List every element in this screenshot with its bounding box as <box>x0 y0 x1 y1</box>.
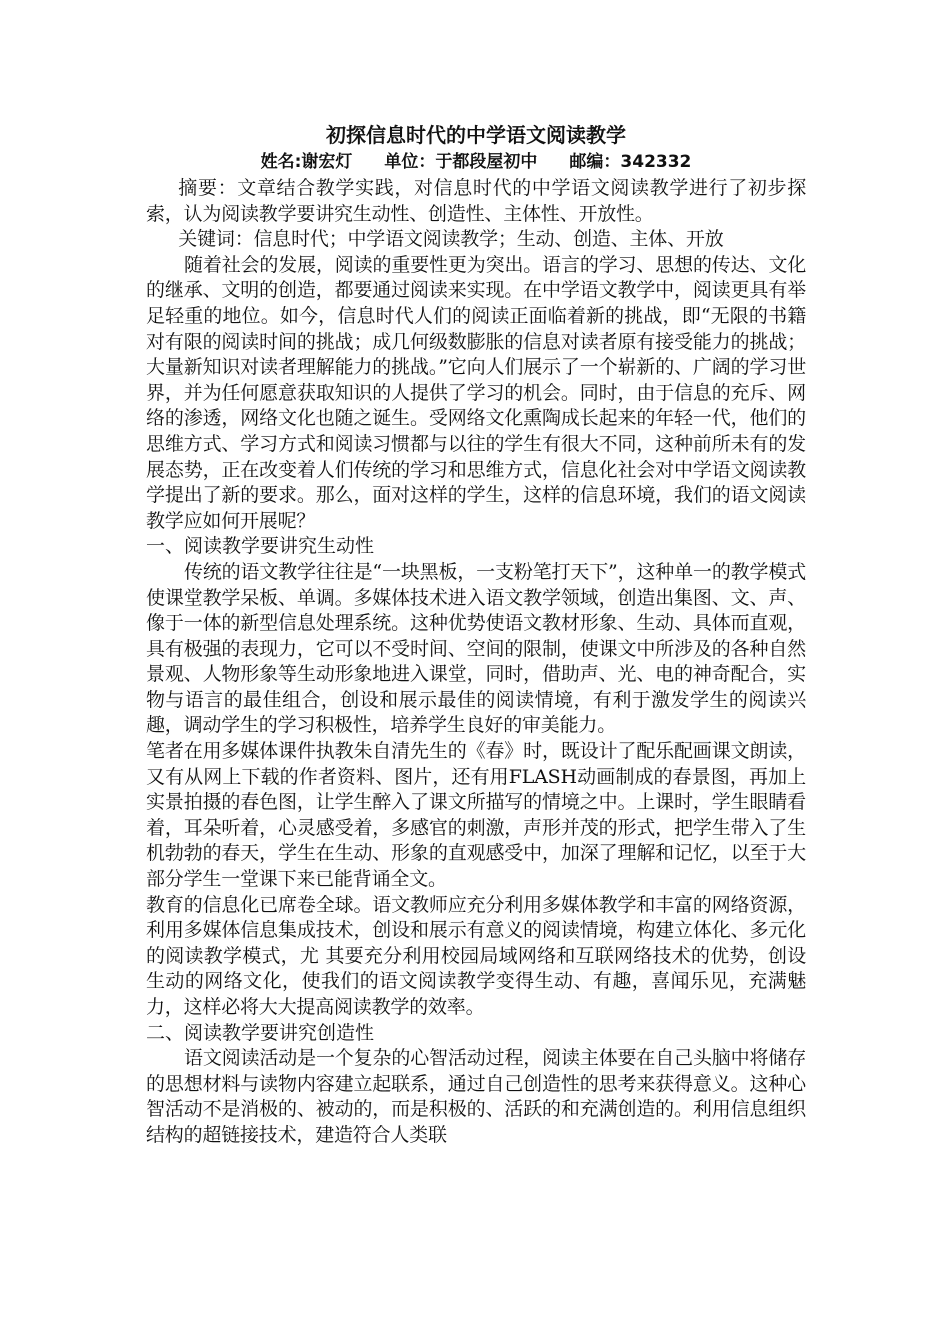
section2-paragraph-1: 语文阅读活动是一个复杂的心智活动过程，阅读主体要在自己头脑中将储存的思想材料与读物内容建立起联系，通过自己创造性的思考来获得意义。这种心智活动不是消极的、被动的，而是积极的、活跃的和充满创造的。利用信息组织结构的超链接技术，建造符合人类联 <box>146 1047 806 1146</box>
author-unit: 单位：于都段屋初中 <box>384 152 538 172</box>
keywords: 关键词：信息时代；中学语文阅读教学；生动、创造、主体、开放 <box>178 228 724 251</box>
section-heading-1: 一、阅读教学要讲究生动性 <box>146 535 375 558</box>
section-heading-2: 二、阅读教学要讲究创造性 <box>146 1021 375 1044</box>
document-title: 初探信息时代的中学语文阅读教学 <box>326 123 626 147</box>
section1-paragraph-2: 笔者在用多媒体课件执教朱自清先生的《春》时，既设计了配乐配画课文朗读，又有从网上下载的作者资料、图片，还有用FLASH动画制成的春景图，再加上实景拍摄的春色图，让学生醉入了课文所描写的情境之中。上课时，学生眼睛看着，耳朵听着，心灵感受着，多感官的刺激，声形并茂的形式，把学生带入了生机勃勃的春天，学生在生动、形象的直观感受中，加深了理解和记忆，以至于大部分学生一堂课下来已能背诵全文。 <box>146 740 806 891</box>
document-page <box>146 120 806 1149</box>
section1-paragraph-3: 教育的信息化已席卷全球。语文教师应充分利用多媒体教学和丰富的网络资源，利用多媒体信息集成技术，创设和展示有意义的阅读情境，构建立体化、多元化的阅读教学模式，尤 其要充分利用校园局域网络和互联网络技术的优势，创设生动的网络文化，使我们的语文阅读教学变得生动、有趣，喜闻乐见，充满魅力，这样必将大大提高阅读教学的效率。 <box>146 893 806 1018</box>
intro-paragraph: 随着社会的发展，阅读的重要性更为突出。语言的学习、思想的传达、文化的继承、文明的创造，都要通过阅读来实现。在中学语文教学中，阅读更具有举足轻重的地位。如今，信息时代人们的阅读正面临着新的挑战，即“无限的书籍对有限的阅读时间的挑战；成几何级数膨胀的信息对读者原有接受能力的挑战；大量新知识对读者理解能力的挑战。”它向人们展示了一个崭新的、广阔的学习世界，并为任何愿意获取知识的人提供了学习的机会。同时，由于信息的充斥、网络的渗透，网络文化也随之诞生。受网络文化熏陶成长起来的年轻一代，他们的思维方式、学习方式和阅读习惯都与以往的学生有很大不同，这种前所未有的发展态势，正在改变着人们传统的学习和思维方式，信息化社会对中学语文阅读教学提出了新的要求。那么，面对这样的学生，这样的信息环境，我们的语文阅读教学应如何开展呢？ <box>146 253 806 532</box>
abstract: 摘要：文章结合教学实践，对信息时代的中学语文阅读教学进行了初步探索，认为阅读教学要讲究生动性、创造性、主体性、开放性。 <box>146 177 806 225</box>
section1-paragraph-1: 传统的语文教学往往是“一块黑板，一支粉笔打天下”，这种单一的教学模式使课堂教学呆板、单调。多媒体技术进入语文教学领域，创造出集图、文、声、像于一体的新型信息处理系统。这种优势使语文教材形象、生动、具体而直观，具有极强的表现力，它可以不受时间、空间的限制，使课文中所涉及的各种自然景观、人物形象等生动形象地进入课堂，同时，借助声、光、电的神奇配合，实物与语言的最佳组合，创设和展示最佳的阅读情境，有利于激发学生的阅读兴趣，调动学生的学习积极性，培养学生良好的审美能力。 <box>146 560 806 737</box>
author-name: 姓名:谢宏灯 <box>260 152 353 172</box>
author-info <box>146 150 806 174</box>
author-postcode: 邮编：342332 <box>569 152 692 172</box>
